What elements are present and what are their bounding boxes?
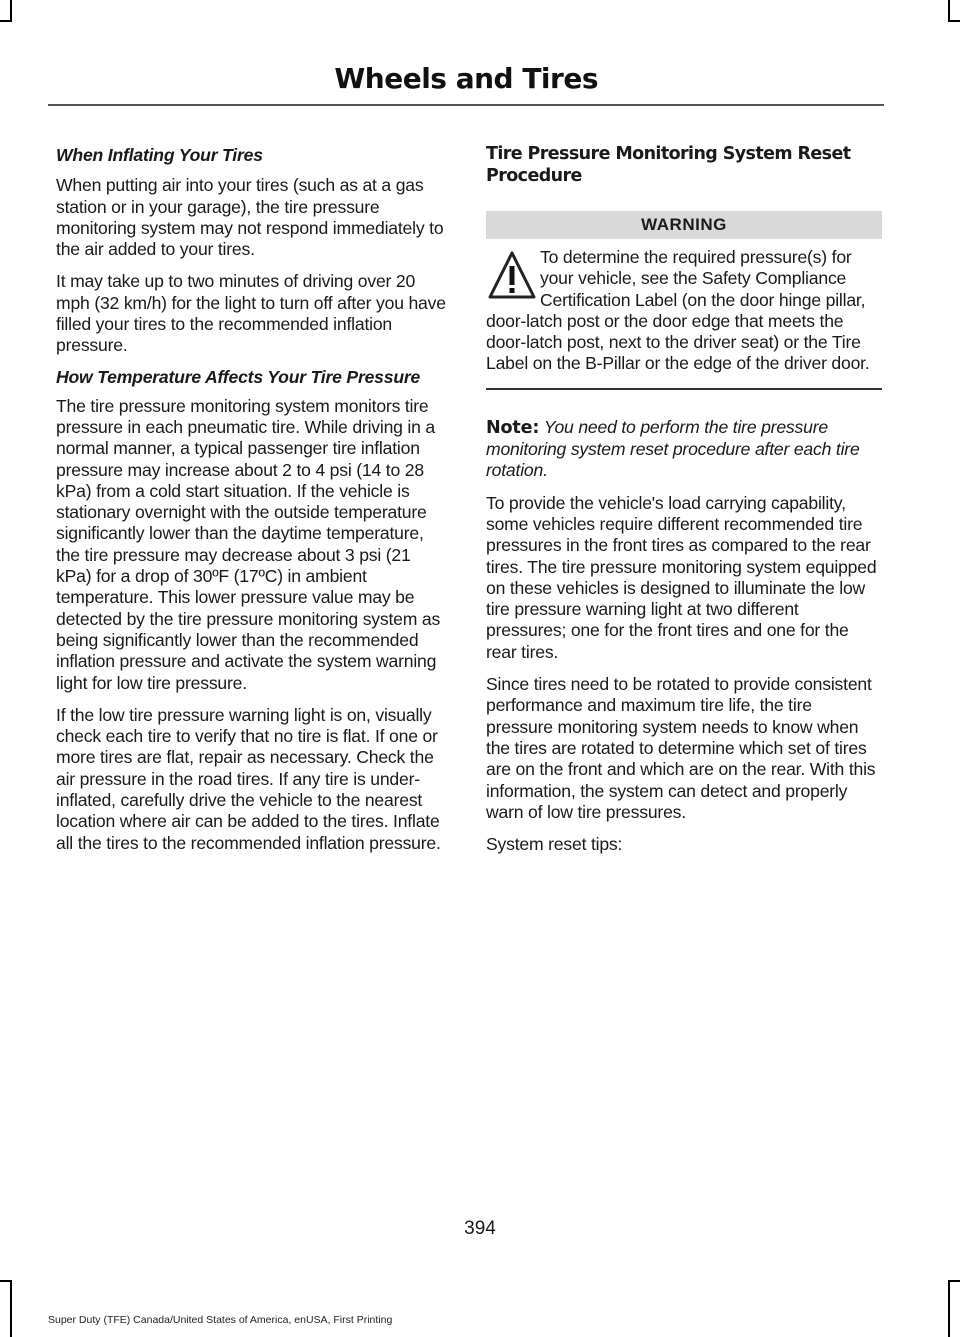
note [486, 417, 882, 482]
warning-triangle-icon [486, 245, 538, 305]
paragraph: The tire pressure monitoring system monitors tire pressure in each pneumatic tire. While driving in a normal manner, a typical passenger tire inflation pressure may increase about 2 to 4 psi (14 to 28 kPa) from a cold start situation. If the vehicle is stationary overnight with the outside temperature significantly lower than the daytime temperature, the tire pressure may decrease about 3 psi (21 kPa) for a drop of 30ºF (17ºC) in ambient temperature. This lower pressure value may be detected by the tire pressure monitoring system as being significantly lower than the recommended inflation pressure and activate the system warning light for low tire pressure. [56, 395, 441, 693]
page-number: 394 [464, 1218, 496, 1239]
right-column [486, 143, 882, 866]
crop-mark [948, 20, 960, 22]
paragraph: System reset tips: [486, 834, 623, 855]
note-label: Note: [486, 417, 540, 438]
heading-temperature: How Temperature Affects Your Tire Pressure [56, 366, 421, 387]
crop-mark [948, 0, 950, 20]
paragraph: It may take up to two minutes of driving over 20 mph (32 km/h) for the light to turn off after you have filled your tires to the recommended inflation pressure. [56, 271, 446, 356]
warning-text: To determine the required pressure(s) for your vehicle, see the Safety Compliance Certification Label (on the door hinge pillar, door-latch post or the door edge that meets the door-latch post, next to the driver seat) or the Tire Label on the B-Pillar or the edge of the driver door. [486, 247, 870, 374]
heading-inflating-tires: When Inflating Your Tires [56, 145, 263, 165]
note-text: You need to perform the tire pressure monitoring system reset procedure after each tire rotation. [486, 416, 860, 481]
paragraph: If the low tire pressure warning light is on, visually check each tire to verify that no tire is flat. If one or more tires are flat, repair as necessary. Check the air pressure in the road tires. If any tire is under-inflated, carefully drive the vehicle to the nearest location where air can be added to the tires. Inflate all the tires to the recommended inflation pressure. [56, 704, 441, 853]
warning-divider [486, 388, 882, 390]
warning-box [486, 247, 882, 375]
crop-mark [10, 1280, 12, 1337]
section-title: Tire Pressure Monitoring System Reset Procedure [486, 144, 851, 186]
footer-printing-info: Super Duty (TFE) Canada/United States of America, enUSA, First Printing [48, 1314, 393, 1326]
crop-mark [10, 0, 12, 20]
crop-mark [948, 1280, 950, 1337]
paragraph: Since tires need to be rotated to provide consistent performance and maximum tire life, the tire pressure monitoring system needs to know when the tires are rotated to determine which set of tires are on the front and which are on the rear. With this information, the system can detect and properly warn of low tire pressures. [486, 674, 876, 822]
warning-banner: WARNING [486, 211, 882, 239]
crop-mark [0, 20, 12, 22]
crop-mark [0, 1280, 12, 1282]
page-title: Wheels and Tires [334, 62, 598, 95]
header-divider [48, 104, 884, 106]
crop-mark [948, 1280, 960, 1282]
left-column [56, 143, 450, 865]
paragraph: When putting air into your tires (such as at a gas station or in your garage), the tire pressure monitoring system may not respond immediately to the air added to your tires. [56, 175, 444, 260]
paragraph: To provide the vehicle's load carrying capability, some vehicles require different recommended tire pressures in the front tires as compared to the rear tires. The tire pressure monitoring system equipped on these vehicles is designed to illuminate the low tire pressure warning light at two different pressures; one for the front tires and one for the rear tires. [486, 492, 877, 662]
